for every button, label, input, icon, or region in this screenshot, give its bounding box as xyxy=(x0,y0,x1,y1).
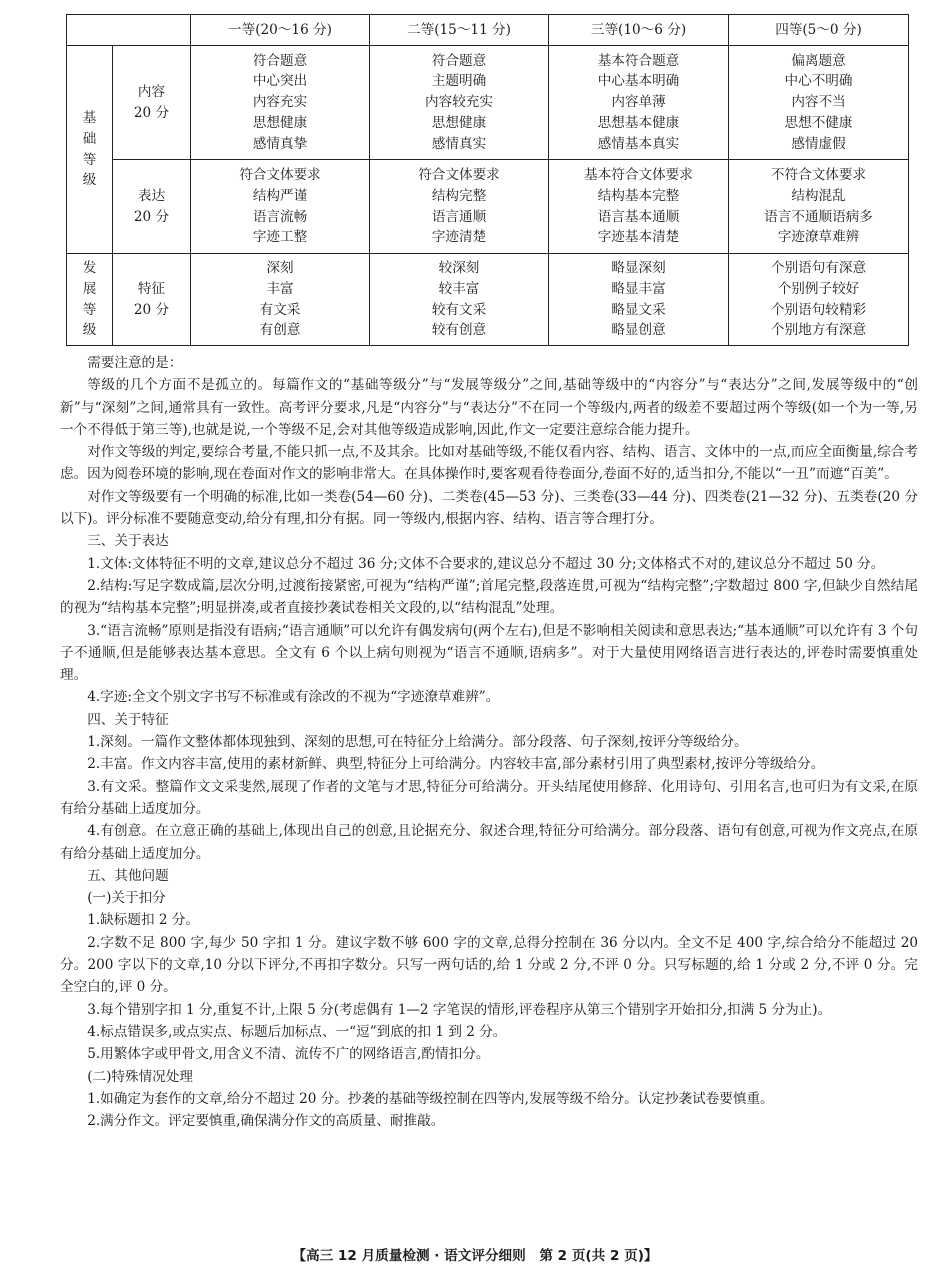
cell-content-grade-3: 基本符合题意 中心基本明确 内容单薄 思想基本健康 感情基本真实 xyxy=(549,46,729,160)
criterion-content: 内容 20 分 xyxy=(113,46,191,160)
list-item: 4.有创意。在立意正确的基础上,体现出自己的创意,且论据充分、叙述合理,特征分可给满分。部分段落、语句有创意,可视为作文亮点,在原有给分基础上适度加分。 xyxy=(60,823,918,862)
grading-notes-body xyxy=(60,352,918,1132)
paragraph: 对作文等级的判定,要综合考量,不能只抓一点,不及其余。比如对基础等级,不能仅看内容、结构、语言、文体中的一点,而应全面衡量,综合考虑。因为阅卷环境的影响,现在卷面对作文的影响非常大。在具体操作时,要客观看待卷面分,卷面不好的,适当扣分,不能以“一丑”而遮“百美”。 xyxy=(60,444,918,483)
table-row-expression xyxy=(67,160,909,254)
table-row-content xyxy=(67,46,909,160)
list-item: 1.文体:文体特征不明的文章,建议总分不超过 36 分;文体不合要求的,建议总分不超过 30 分;文体格式不对的,建议总分不超过 50 分。 xyxy=(87,555,885,572)
criterion-features: 特征 20 分 xyxy=(113,254,191,346)
group-label-char: 发 xyxy=(82,259,97,276)
cell-features-grade-2: 较深刻 较丰富 较有文采 较有创意 xyxy=(370,254,549,346)
criterion-expression: 表达 20 分 xyxy=(113,160,191,254)
list-item: 4.字迹:全文个别文字书写不标准或有涂改的不视为“字迹潦草难辨”。 xyxy=(87,689,500,706)
group-label-char: 基 xyxy=(82,109,97,126)
group-label-char: 级 xyxy=(82,322,97,339)
cell-features-grade-1: 深刻 丰富 有文采 有创意 xyxy=(191,254,370,346)
note-heading: 需要注意的是： xyxy=(87,355,183,371)
group-label-char: 础 xyxy=(82,130,97,147)
scoring-rubric-table xyxy=(66,14,909,346)
cell-expression-grade-3: 基本符合文体要求 结构基本完整 语言基本通顺 字迹基本清楚 xyxy=(549,160,729,254)
section-heading: 五、其他问题 xyxy=(87,867,169,884)
header-grade-3: 三等(10～6 分) xyxy=(549,15,729,46)
list-item: 1.深刻。一篇作文整体都体现独到、深刻的思想,可在特征分上给满分。部分段落、句子深刻,按评分等级给分。 xyxy=(87,734,748,751)
group-label-basic xyxy=(67,46,113,254)
list-item: 3.有文采。整篇作文文采斐然,展现了作者的文笔与才思,特征分可给满分。开头结尾使用修辞、化用诗句、引用名言,也可归为有文采,在原有给分基础上适度加分。 xyxy=(60,778,918,817)
table-row-features xyxy=(67,254,909,346)
group-label-char: 等 xyxy=(82,151,97,168)
list-item: 3.“语言流畅”原则是指没有语病;“语言通顺”可以允许有偶发病句(两个左右),但是不影响相关阅读和意思表达;“基本通顺”可以允许有 3 个句子不通顺,但是能够表达基本意思。全文有 6 个以上病句则视为“语言不通顺,语病多”。对于大量使用网络语言进行表达的,评卷时需要慎重处理。 xyxy=(60,622,918,684)
list-item: 2.结构:写足字数成篇,层次分明,过渡衔接紧密,可视为“结构严谨”;首尾完整,段落连贯,可视为“结构完整”;字数超过 800 字,但缺少自然结尾的视为“结构基本完整”;明显拼凑,或者直接抄袭试卷相关文段的,以“结构混乱”处理。 xyxy=(60,577,918,617)
group-label-char: 等 xyxy=(82,301,97,318)
subsection-heading: (二)特殊情况处理 xyxy=(87,1068,193,1085)
cell-expression-grade-4: 不符合文体要求 结构混乱 语言不通顺语病多 字迹潦草难辨 xyxy=(729,160,909,254)
list-item: 1.如确定为套作的文章,给分不超过 20 分。抄袭的基础等级控制在四等内,发展等级不给分。认定抄袭试卷要慎重。 xyxy=(87,1090,774,1107)
list-item: 2.丰富。作文内容丰富,使用的素材新鲜、典型,特征分上可给满分。内容较丰富,部分素材引用了典型素材,按评分等级给分。 xyxy=(87,756,825,773)
group-label-char: 展 xyxy=(82,280,97,297)
header-grade-1: 一等(20～16 分) xyxy=(191,15,370,46)
list-item: 4.标点错误多,或点实点、标题后加标点、一“逗”到底的扣 1 到 2 分。 xyxy=(87,1023,507,1040)
list-item: 3.每个错别字扣 1 分,重复不计,上限 5 分(考虑偶有 1—2 字笔误的情形,评卷程序从第三个错别字开始扣分,扣满 5 分为止)。 xyxy=(87,1001,832,1018)
cell-content-grade-2: 符合题意 主题明确 内容较充实 思想健康 感情真实 xyxy=(370,46,549,160)
list-item: 1.缺标题扣 2 分。 xyxy=(87,912,200,929)
cell-features-grade-3: 略显深刻 略显丰富 略显文采 略显创意 xyxy=(549,254,729,346)
cell-expression-grade-2: 符合文体要求 结构完整 语言通顺 字迹清楚 xyxy=(370,160,549,254)
cell-content-grade-4: 偏离题意 中心不明确 内容不当 思想不健康 感情虚假 xyxy=(729,46,909,160)
section-heading: 四、关于特征 xyxy=(87,711,169,728)
paragraph: 对作文等级要有一个明确的标准,比如一类卷(54—60 分)、二类卷(45—53 分)、三类卷(33—44 分)、四类卷(21—32 分)、五类卷(20 分以下)。评分标准不要随意变动,给分有理,扣分有据。同一等级内,根据内容、结构、语言等合理打分。 xyxy=(60,488,918,528)
group-label-char: 级 xyxy=(82,172,97,189)
header-grade-2: 二等(15～11 分) xyxy=(370,15,549,46)
cell-features-grade-4: 个别语句有深意 个别例子较好 个别语句较精彩 个别地方有深意 xyxy=(729,254,909,346)
header-grade-4: 四等(5～0 分) xyxy=(729,15,909,46)
section-heading: 三、关于表达 xyxy=(87,533,169,550)
subsection-heading: (一)关于扣分 xyxy=(87,890,166,907)
group-label-development xyxy=(67,254,113,346)
cell-expression-grade-1: 符合文体要求 结构严谨 语言流畅 字迹工整 xyxy=(191,160,370,254)
list-item: 2.字数不足 800 字,每少 50 字扣 1 分。建议字数不够 600 字的文章,总得分控制在 36 分以内。全文不足 400 字,综合给分不能超过 20 分。200 字以下的文章,10 分以下评分,不再扣字数分。只写一两句话的,给 1 分或 2 分,不评 0 分。只写标题的,给 1 分或 2 分,不评 0 分。完全空白的,评 0 分。 xyxy=(60,934,918,996)
list-item: 5.用繁体字或甲骨文,用含义不清、流传不广的网络语言,酌情扣分。 xyxy=(87,1046,490,1063)
table-corner-cell xyxy=(67,15,191,46)
paragraph: 等级的几个方面不是孤立的。每篇作文的“基础等级分”与“发展等级分”之间,基础等级中的“内容分”与“表达分”之间,发展等级中的“创新”与“深刻”之间,通常具有一致性。高考评分要求,凡是“内容分”与“表达分”不在同一个等级内,两者的级差不要超过两个等级(如一个为一等,另一个不得低于第三等),也就是说,一个等级不足,会对其他等级造成影响,因此,作文一定要注意综合能力提升。 xyxy=(60,377,918,438)
cell-content-grade-1: 符合题意 中心突出 内容充实 思想健康 感情真挚 xyxy=(191,46,370,160)
list-item: 2.满分作文。评定要慎重,确保满分作文的高质量、耐推敲。 xyxy=(87,1113,445,1130)
page-footer: 【高三 12 月质量检测 · 语文评分细则 第 2 页(共 2 页)】 xyxy=(292,1248,658,1264)
table-header-row xyxy=(67,15,909,46)
